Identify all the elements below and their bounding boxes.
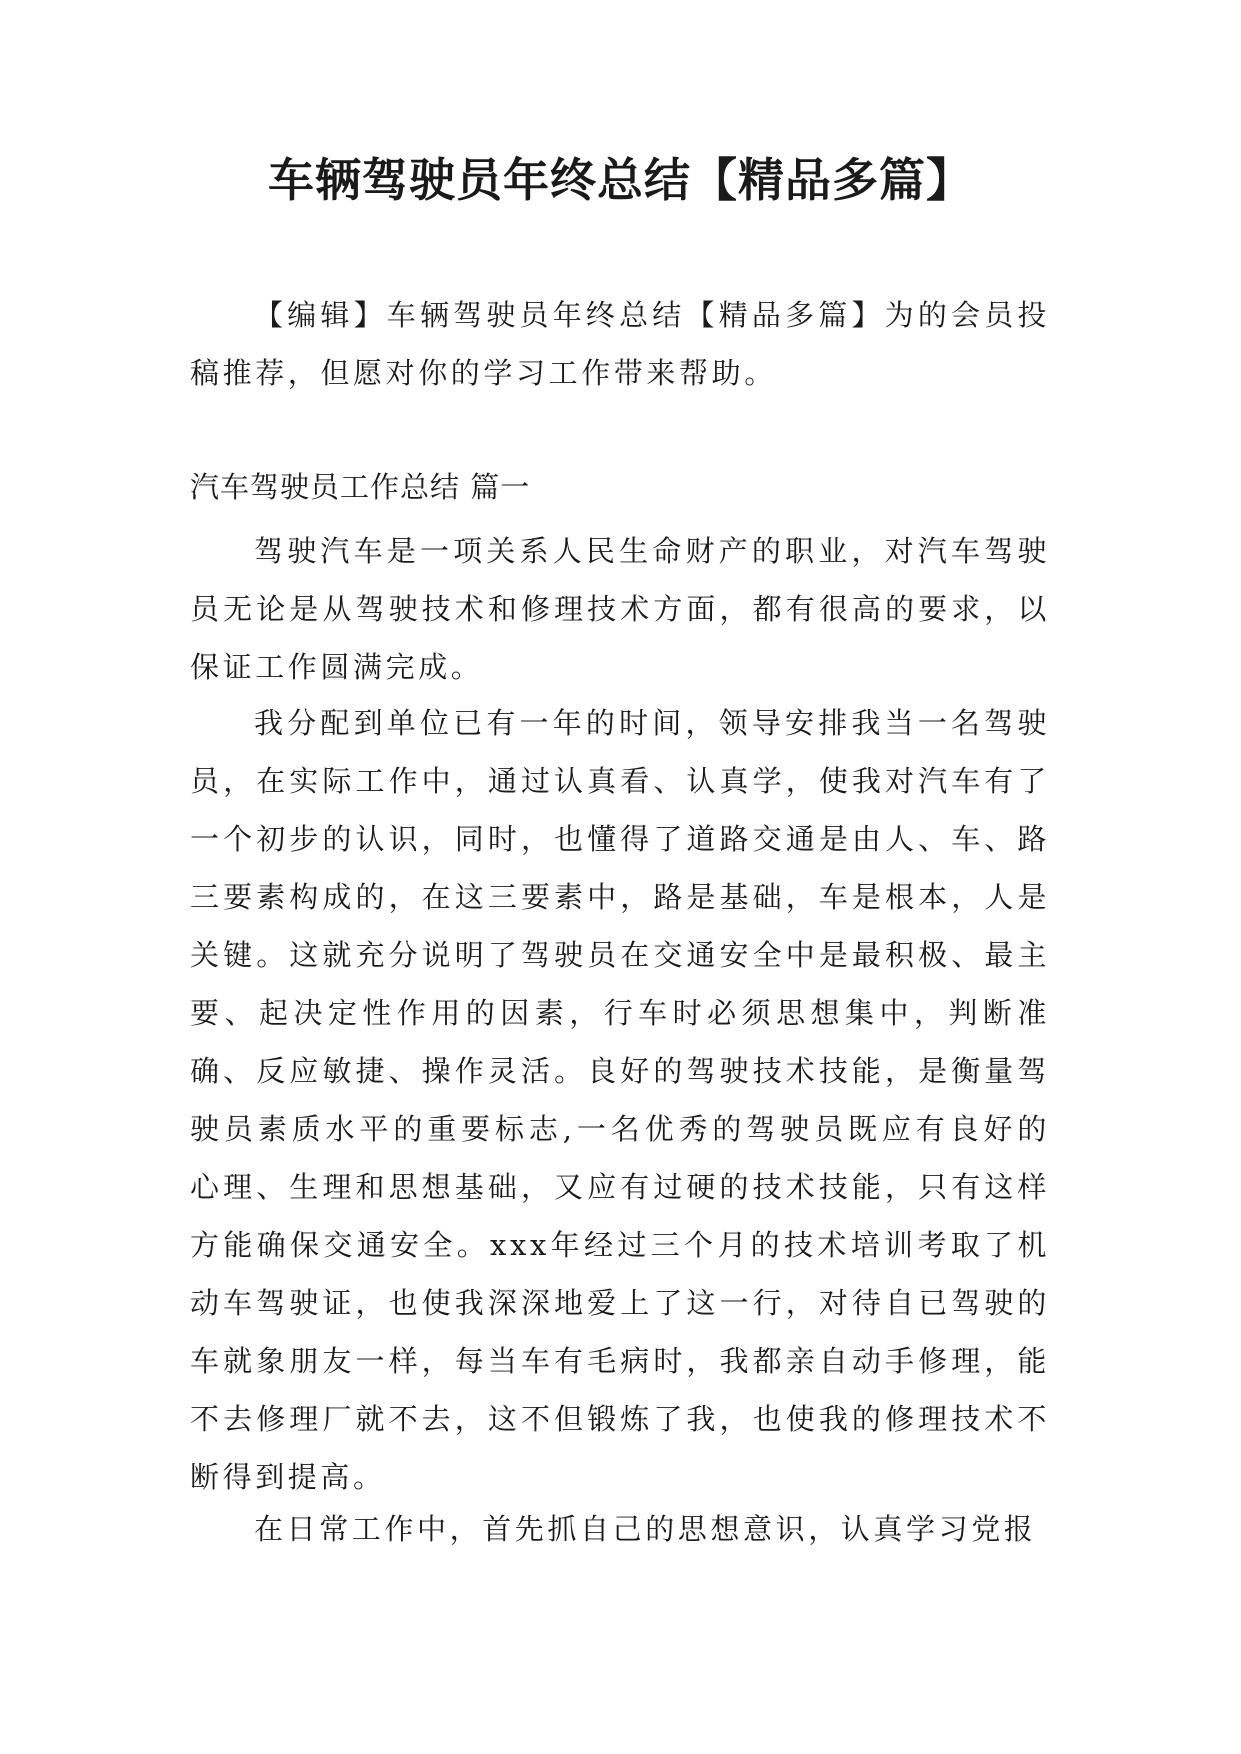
body-paragraph-3: 在日常工作中，首先抓自己的思想意识，认真学习党报: [254, 1512, 1037, 1546]
body-paragraph-1: 驾驶汽车是一项关系人民生命财产的职业，对汽车驾驶员无论是从驾驶技术和修理技术方面，都有很高的要求，以保证工作圆满完成。: [190, 534, 1050, 684]
body-paragraph-2: 我分配到单位已有一年的时间，领导安排我当一名驾驶员，在实际工作中，通过认真看、认真学，使我对汽车有了一个初步的认识，同时，也懂得了道路交通是由人、车、路三要素构成的，在这三要素中，路是基础，车是根本，人是关键。这就充分说明了驾驶员在交通安全中是最积极、最主要、起决定性作用的因素，行车时必须思想集中，判断准确、反应敏捷、操作灵活。良好的驾驶技术技能，是衡量驾驶员素质水平的重要标志,一名优秀的驾驶员既应有良好的心理、生理和思想基础，又应有过硬的技术技能，只有这样方能确保交通安全。xxx年经过三个月的技术培训考取了机动车驾驶证，也使我深深地爱上了这一行，对待自已驾驶的车就象朋友一样，每当车有毛病时，我都亲自动手修理，能不去修理厂就不去，这不但锻炼了我，也使我的修理技术不断得到提高。: [190, 706, 1050, 1494]
intro-paragraph: 【编辑】车辆驾驶员年终总结【精品多篇】为的会员投稿推荐，但愿对你的学习工作带来帮助。: [190, 298, 1050, 390]
document-title: 车辆驾驶员年终总结【精品多篇】: [268, 153, 973, 207]
section-heading: 汽车驾驶员工作总结 篇一: [190, 470, 531, 504]
